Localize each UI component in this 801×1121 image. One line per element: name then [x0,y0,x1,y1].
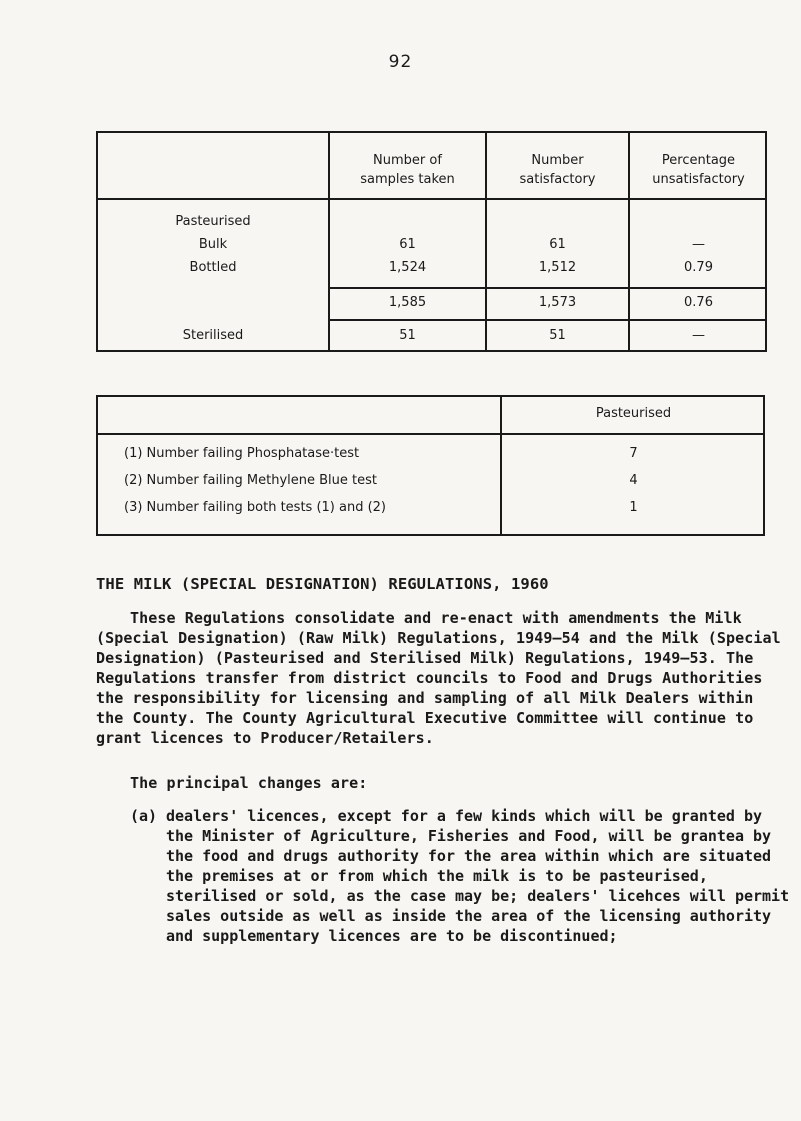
cell-value: 1 [629,500,638,515]
cell-samples: 1,524 [388,260,427,275]
list-item [130,806,790,946]
header-samples-taken [330,151,485,189]
table-divider [328,287,765,289]
cell-satisfactory: 1,512 [538,260,577,275]
table-divider [98,198,765,200]
cell-percentage: — [692,237,705,252]
list-item-text: dealers' licences, except for a few kinds which will be granted by the Minister of Agriculture, Fisheries and Food, will be grantea by the food and drugs authority for the area within which are situated the premises at or from which the milk is to be pasteurised, sterilised or sold, as the case may be; dealers' licehces will permit sales outside as well as inside the area of the licensing authority and supplementary licences are to be discontinued; [166,807,790,945]
section-heading: THE MILK (SPECIAL DESIGNATION) REGULATIONS, 1960 [96,575,549,593]
header-text: Percentage [661,153,736,168]
page-number: 92 [388,52,413,72]
cell-satisfactory: 51 [549,328,566,343]
header-text: satisfactory [519,172,596,187]
header-text: samples taken [360,172,455,187]
cell-percentage: — [692,328,705,343]
header-text: Number of [373,153,442,168]
paragraph-intro: The principal changes are: [130,774,368,792]
cell-satisfactory-total: 1,573 [538,295,577,310]
header-text: Number [531,153,584,168]
list-marker: (a) [130,807,158,825]
cell-percentage-total: 0.76 [684,295,713,310]
row-label-methylene-blue: (2) Number failing Methylene Blue test [124,473,377,488]
paragraph [96,608,786,748]
header-number-satisfactory [487,151,628,189]
samples-table [96,131,767,352]
table-divider [98,433,763,435]
row-label-bulk: Bulk [198,237,228,252]
cell-samples: 61 [399,237,416,252]
cell-satisfactory: 61 [549,237,566,252]
table-divider [328,319,765,321]
header-text: unsatisfactory [652,172,745,187]
cell-percentage: 0.79 [684,260,713,275]
header-pasteurised: Pasteurised [595,406,672,421]
cell-value: 4 [629,473,638,488]
group-label-pasteurised: Pasteurised [175,214,251,229]
row-label-sterilised: Sterilised [182,328,244,343]
row-label-bottled: Bottled [189,260,237,275]
row-label-phosphatase: (1) Number failing Phosphatase·test [124,446,360,461]
cell-samples-total: 1,585 [388,295,427,310]
paragraph-text: These Regulations consolidate and re-enact with amendments the Milk (Special Designation) (Raw Milk) Regulations, 1949—54 and the Milk (Special Designation) (Pasteurised and Sterilised Milk) Regulations, 1949—53. The Regulations transfer from district councils to Food and Drugs Authorities the responsibility for licensing and sampling of all Milk Dealers within the County. The County Agricultural Executive Committee will continue to grant licences to Producer/Retailers. [96,609,781,747]
row-label-both-tests: (3) Number failing both tests (1) and (2) [124,500,386,515]
cell-value: 7 [629,446,638,461]
header-percentage-unsatisfactory [630,151,767,189]
test-failures-table [96,395,765,536]
cell-samples: 51 [399,328,416,343]
